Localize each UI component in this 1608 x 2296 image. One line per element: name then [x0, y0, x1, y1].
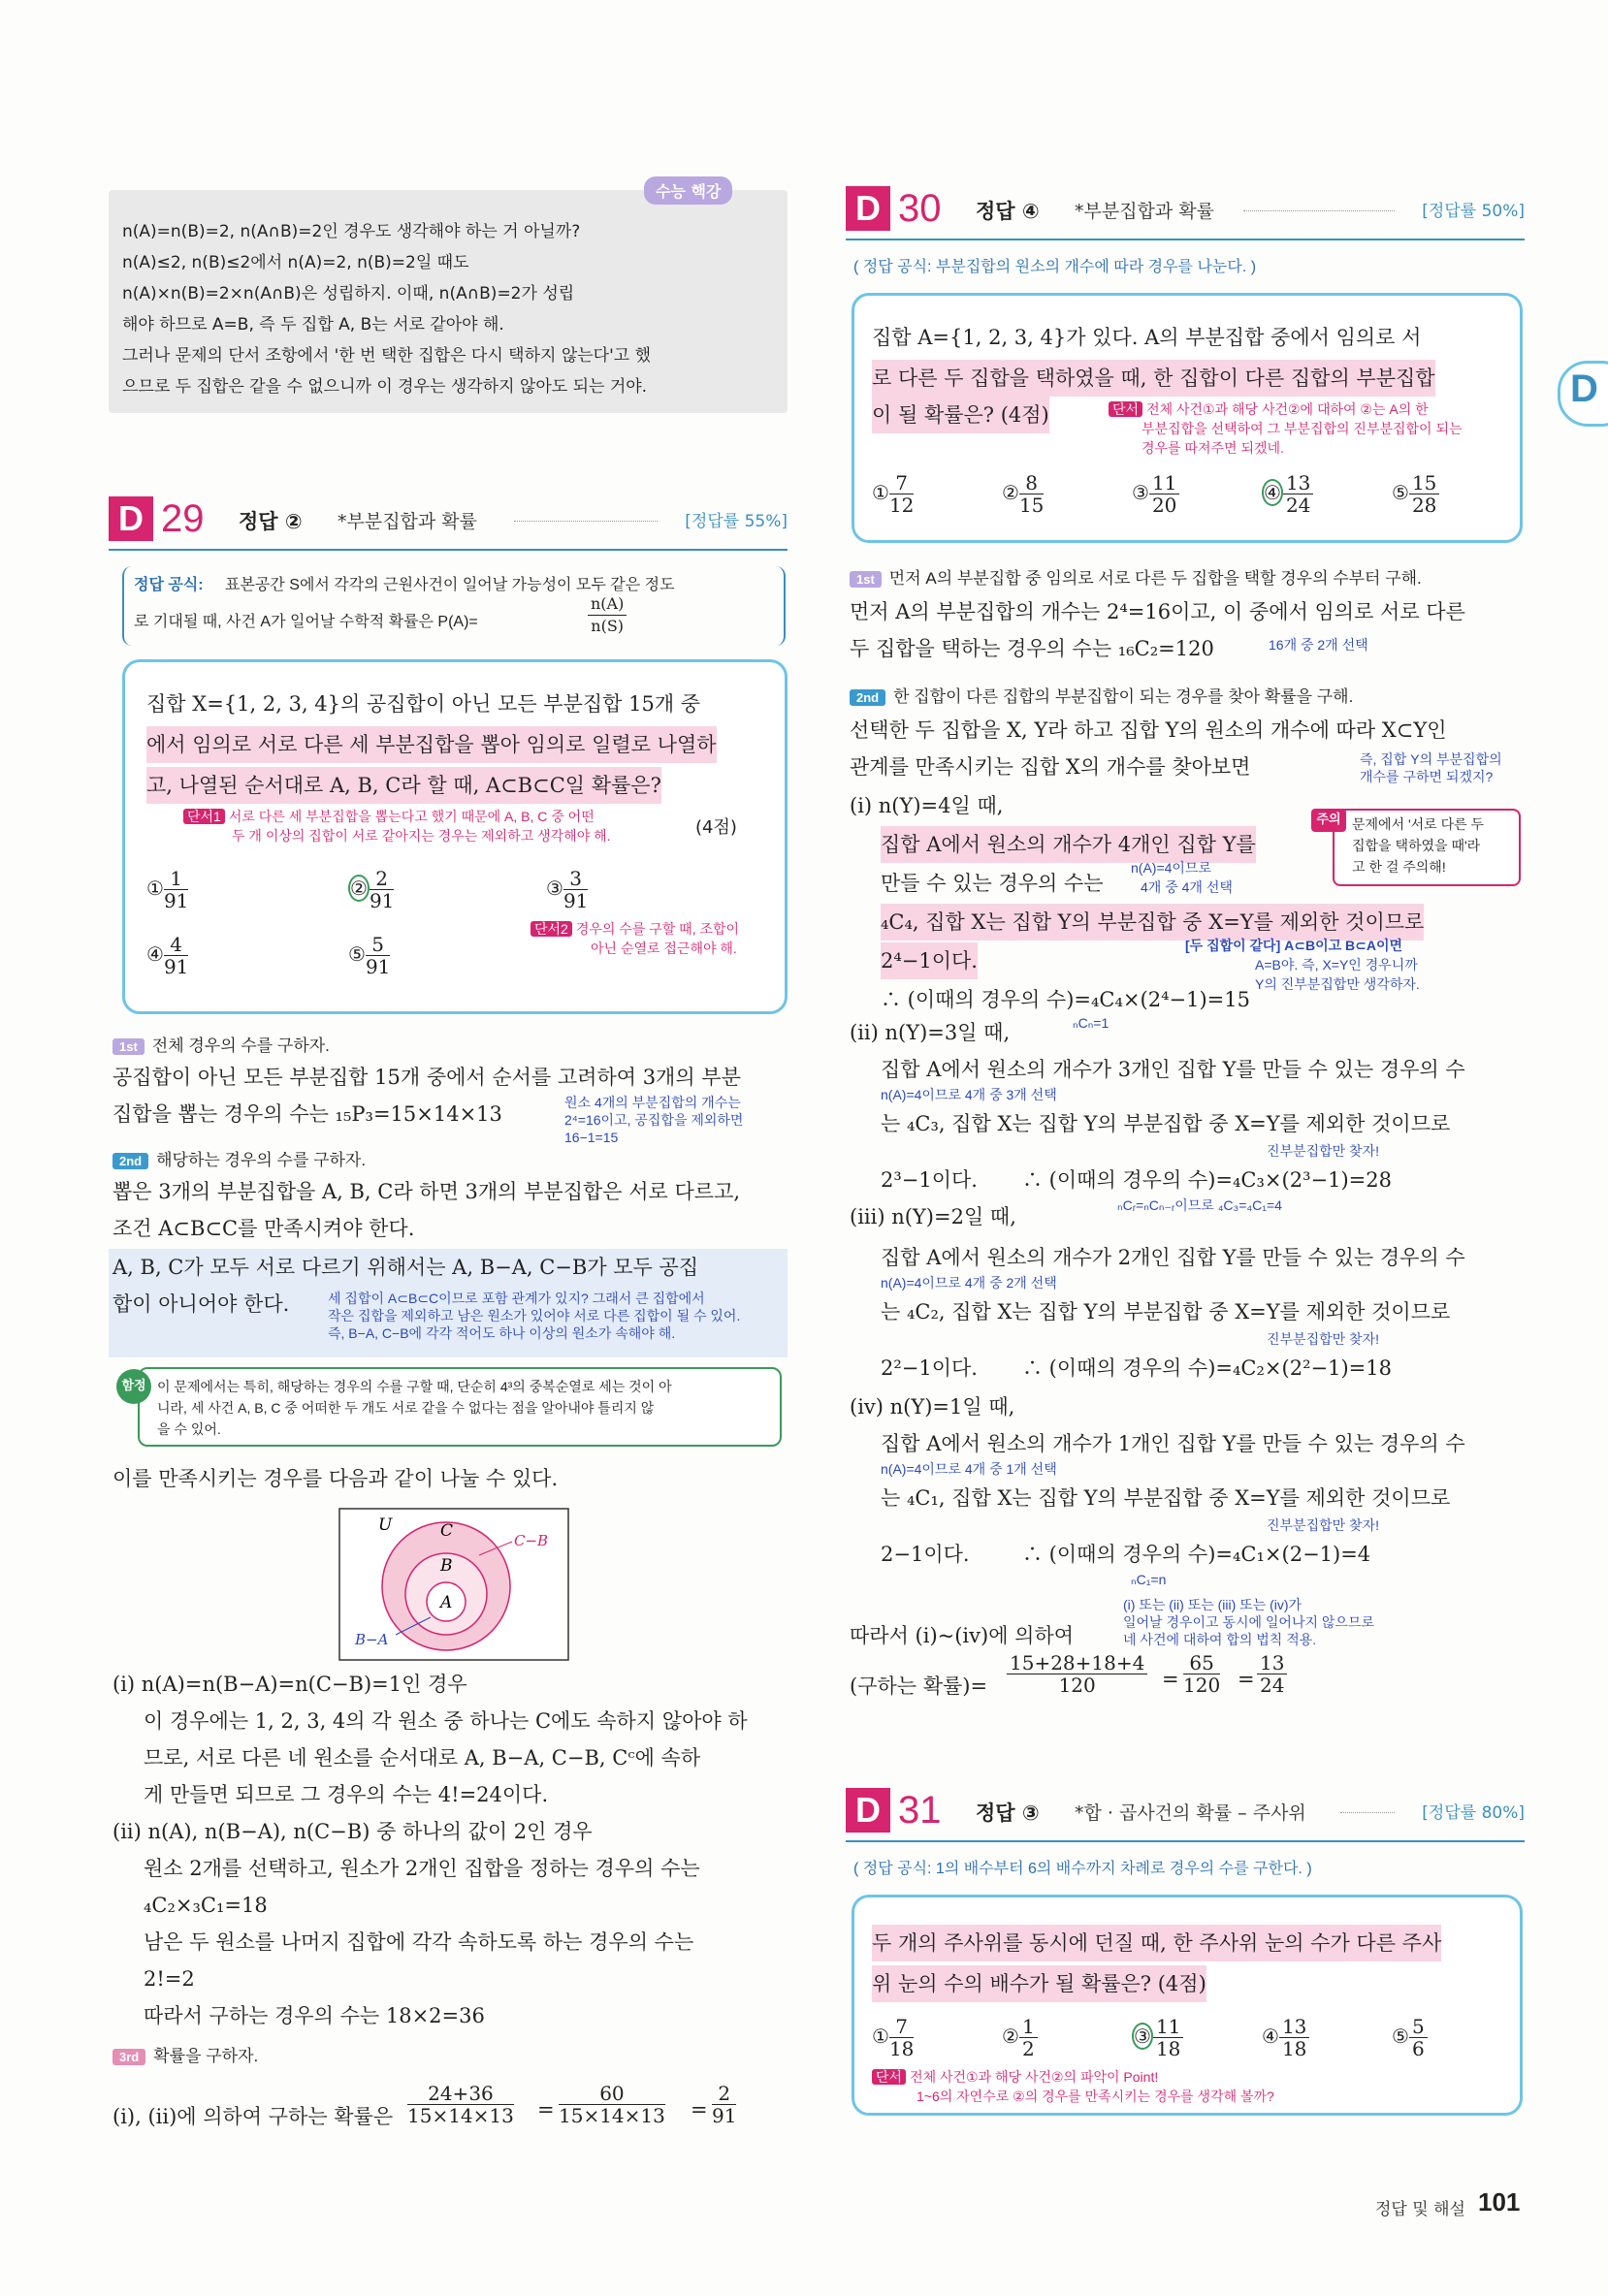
warning-badge: 주의	[1311, 809, 1346, 832]
label-b-minus-a: B−A	[355, 1631, 389, 1648]
note: 세 집합이 A⊂B⊂C이므로 포함 관계가 있지? 그래서 큰 집합에서	[328, 1291, 705, 1306]
solution-line: ₄C₂×₃C₁=18	[144, 1894, 268, 1917]
solution-line: 조건 A⊂B⊂C를 만족시켜야 한다.	[113, 1217, 415, 1240]
choice-1[interactable]: ① $\frac{7}{18}$	[872, 2015, 915, 2060]
trap-line: 이 문제에서는 특히, 해당하는 경우의 수를 구할 때, 단순히 4³의 중복순열로 세는 것이 아	[157, 1379, 672, 1394]
d30-problem-box	[852, 293, 1523, 543]
note: [두 집합이 같다] A⊂B이고 B⊂A이면	[1185, 938, 1403, 953]
choice-1[interactable]: ① $\frac{1}{91}$	[146, 867, 189, 912]
note: (i) 또는 (ii) 또는 (iii) 또는 (iv)가	[1123, 1597, 1302, 1612]
solution-line: 이 경우에는 1, 2, 3, 4의 각 원소 중 하나는 C에도 속하지 않아야 하	[144, 1709, 748, 1733]
trap-badge: 함정	[116, 1369, 151, 1404]
divider	[514, 521, 658, 522]
solution-line: ∴ (이때의 경우의 수)=₄C₄×(2⁴−1)=15	[881, 988, 1250, 1011]
note: 진부분집합만 찾자!	[1267, 1143, 1379, 1159]
solution-line: 합이 아니어야 한다.	[113, 1292, 290, 1316]
divider	[846, 1840, 1525, 1842]
problem-line: 에서 임의로 서로 다른 세 부분집합을 뽑아 임의로 일렬로 나열하	[146, 726, 717, 763]
solution-line: ∴ (이때의 경우의 수)=₄C₃×(2³−1)=28	[1022, 1168, 1392, 1192]
note: Y의 진부분집합만 생각하자.	[1255, 976, 1420, 992]
hint-2: 단서2 경우의 수를 구할 때, 조합이	[531, 920, 739, 938]
tip-line: n(A)≤2, n(B)≤2에서 n(A)=2, n(B)=2일 때도	[122, 253, 469, 272]
equals: =	[1162, 1668, 1179, 1691]
label-u: U	[378, 1515, 393, 1535]
solution-line: 2!=2	[144, 1967, 195, 1991]
hint: 단서 전체 사건①과 해당 사건②의 파악이 Point!	[872, 2068, 1158, 2086]
choice-2[interactable]: ② $\frac{8}{15}$	[1002, 471, 1045, 517]
note: 4개 중 4개 선택	[1141, 879, 1233, 895]
step-badge: 2nd	[850, 689, 885, 706]
case-title: (iii) n(Y)=2일 때,	[850, 1205, 1016, 1228]
divider	[846, 239, 1525, 240]
fraction: $\frac{65}{120}$	[1183, 1651, 1221, 1697]
d30-formula: ( 정답 공식: 부분집합의 원소의 개수에 따라 경우를 나눈다. )	[853, 259, 1257, 275]
choice-5[interactable]: ⑤ $\frac{15}{28}$	[1392, 472, 1439, 516]
choice-3[interactable]: ③ $\frac{11}{20}$	[1132, 472, 1179, 516]
solution-line: 따라서 구하는 경우의 수는 18×2=36	[144, 2004, 485, 2027]
step-badge: 2nd	[113, 1153, 148, 1169]
problem-line: 집합 A={1, 2, 3, 4}가 있다. A의 부분집합 중에서 임의로 서	[872, 326, 1422, 349]
note: n(A)=4이므로 4개 중 1개 선택	[881, 1461, 1057, 1477]
note: 16개 중 2개 선택	[1269, 637, 1368, 653]
problem-line: 고, 나열된 순서대로 A, B, C라 할 때, A⊂B⊂C일 확률은?	[146, 767, 661, 804]
solution-line: 따라서 (i)~(iv)에 의하여	[850, 1624, 1075, 1647]
solution-line: 선택한 두 집합을 X, Y라 하고 집합 Y의 원소의 개수에 따라 X⊂Y인	[850, 718, 1447, 742]
d29-header	[109, 496, 788, 551]
note: ₙCₙ=1	[1073, 1015, 1110, 1031]
tip-line: n(A)=n(B)=2, n(A∩B)=2인 경우도 생각해야 하는 거 아닐까?	[122, 222, 581, 241]
note: ₙCᵣ=ₙCₙ₋ᵣ이므로 ₄C₃=₄C₁=4	[1117, 1197, 1282, 1213]
tip-line: 그러나 문제의 단서 조항에서 '한 번 택한 집합은 다시 택하지 않는다'고 했	[122, 346, 652, 366]
formula-fraction: $\frac{n(A)}{n(S)}$	[588, 593, 627, 637]
case-title: (i) n(Y)=4일 때,	[850, 794, 1004, 817]
d30-topic: *부분집합과 확률	[1075, 201, 1215, 222]
points: (4점)	[695, 817, 737, 838]
side-tab-label: D	[1570, 367, 1598, 410]
choice-4[interactable]: ④ $\frac{4}{91}$	[146, 933, 189, 978]
warning-box	[1316, 809, 1521, 886]
trap-line: 을 수 있어.	[157, 1421, 221, 1437]
note: 작은 집합을 제외하고 남은 원소가 있어야 서로 다른 집합이 될 수 있어.	[328, 1308, 741, 1323]
choice-3[interactable]: ③ $\frac{11}{18}$	[1132, 2016, 1183, 2059]
d31-badge: D	[846, 1788, 890, 1833]
final-line: (i), (ii)에 의하여 구하는 확률은	[113, 2105, 394, 2128]
hint: 단서 전체 사건①과 해당 사건②에 대하여 ②는 A의 한	[1109, 400, 1429, 418]
fraction: $\frac{60}{15\times 14\times 13}$	[559, 2082, 665, 2127]
note: 일어날 경우이고 동시에 일어나지 않으므로	[1123, 1614, 1374, 1630]
hint-badge: 단서	[872, 2069, 906, 2085]
note: 진부분집합만 찾자!	[1267, 1331, 1379, 1347]
step-3: 3rd 확률을 구하자.	[113, 2042, 258, 2066]
solution-line: 집합 A에서 원소의 개수가 4개인 집합 Y를	[881, 826, 1256, 863]
note: 16−1=15	[564, 1130, 619, 1145]
tip-line: 해야 하므로 A=B, 즉 두 집합 A, B는 서로 같아야 해.	[122, 315, 504, 335]
hint-1-line2: 두 개 이상의 집합이 서로 같아지는 경우는 제외하고 생각해야 해.	[232, 828, 611, 844]
note: 즉, B−A, C−B에 각각 적어도 하나 이상의 원소가 속해야 해.	[328, 1325, 676, 1341]
formula-label: 정답 공식:	[134, 577, 204, 593]
problem-line: 두 개의 주사위를 동시에 던질 때, 한 주사위 눈의 수가 다른 주사	[872, 1925, 1441, 1961]
d29-badge: D	[109, 496, 153, 541]
choice-4[interactable]: ④ $\frac{13}{24}$	[1262, 472, 1313, 516]
hint-line: 경우를 따져주면 되겠네.	[1142, 440, 1284, 456]
note: ₙC₁=n	[1131, 1572, 1167, 1587]
equals: =	[537, 2098, 555, 2121]
choice-5[interactable]: ⑤ $\frac{5}{6}$	[1392, 2016, 1428, 2059]
step-1: 1st 먼저 A의 부분집합 중 임의로 서로 다른 두 집합을 택할 경우의 수부터 구해.	[850, 564, 1422, 589]
note: 네 사건에 대하여 합의 법칙 적용.	[1123, 1632, 1317, 1647]
problem-line: 위 눈의 수의 배수가 될 확률은? (4점)	[872, 1965, 1206, 2002]
d29-topic: *부분집합과 확률	[338, 511, 478, 532]
choice-2[interactable]: ② $\frac{2}{91}$	[350, 867, 395, 912]
solution-line: 두 집합을 택하는 경우의 수는 ₁₆C₂=120	[850, 637, 1214, 660]
trap-line: 니라, 세 사건 A, B, C 중 어떠한 두 개도 서로 같을 수 없다는 점을 알아내야 틀리지 않	[157, 1400, 655, 1416]
solution-line: ∴ (이때의 경우의 수)=₄C₂×(2²−1)=18	[1022, 1356, 1392, 1380]
step-badge: 1st	[113, 1038, 145, 1055]
note: 개수를 구하면 되겠지?	[1360, 769, 1494, 784]
d30-header	[846, 186, 1525, 240]
warning-line: 집합을 택하였을 때'라	[1352, 838, 1481, 853]
label-a: A	[440, 1593, 453, 1612]
case-title: (i) n(A)=n(B−A)=n(C−B)=1인 경우	[113, 1673, 467, 1696]
formula-text: 표본공간 S에서 각각의 근원사건이 일어날 가능성이 모두 같은 정도	[225, 577, 675, 593]
equals: =	[1238, 1668, 1255, 1691]
problem-line: 로 다른 두 집합을 택하였을 때, 한 집합이 다른 집합의 부분집합	[872, 360, 1435, 397]
d29-number: 29	[161, 497, 205, 540]
solution-line: 2³−1이다.	[881, 1168, 978, 1192]
choice-3[interactable]: ③ $\frac{3}{91}$	[546, 867, 589, 912]
page-number: 101	[1478, 2187, 1521, 2216]
d29-problem-box	[122, 659, 788, 1014]
solution-line: 원소 2개를 선택하고, 원소가 2개인 집합을 정하는 경우의 수는	[144, 1857, 700, 1880]
equals: =	[691, 2098, 708, 2121]
d31-answer: 정답 ③	[976, 1802, 1040, 1825]
hint-line: 1~6의 자연수로 ②의 경우를 만족시키는 경우를 생각해 볼까?	[917, 2089, 1274, 2104]
step-2: 2nd 해당하는 경우의 수를 구하자.	[113, 1146, 366, 1170]
solution-line: 뽑은 3개의 부분집합을 A, B, C라 하면 3개의 부분집합은 서로 다르고,	[113, 1180, 741, 1203]
solution-line: 는 ₄C₁, 집합 X는 집합 Y의 부분집합 중 X=Y를 제외한 것이므로	[881, 1486, 1451, 1510]
solution-line: 집합 A에서 원소의 개수가 3개인 집합 Y를 만들 수 있는 경우의 수	[881, 1058, 1465, 1081]
fraction: $\frac{24+36}{15\times 14\times 13}$	[407, 2082, 514, 2127]
label-b: B	[440, 1556, 453, 1576]
warning-line: 고 한 걸 주의해!	[1352, 859, 1446, 875]
hint-badge: 단서1	[183, 809, 225, 824]
venn-diagram	[338, 1507, 570, 1662]
solution-line: ₄C₄, 집합 X는 집합 Y의 부분집합 중 X=Y를 제외한 것이므로	[881, 904, 1424, 941]
note: 원소 4개의 부분집합의 개수는	[564, 1095, 741, 1110]
note: 즉, 집합 Y의 부분집합의	[1360, 751, 1502, 767]
problem-line: 집합 X={1, 2, 3, 4}의 공집합이 아닌 모든 부분집합 15개 중	[146, 692, 701, 716]
solution-line: 게 만들면 되므로 그 경우의 수는 4!=24이다.	[144, 1783, 549, 1806]
solution-line: 남은 두 원소를 나머지 집합에 각각 속하도록 하는 경우의 수는	[144, 1930, 694, 1954]
fraction: $\frac{13}{24}$	[1257, 1652, 1287, 1696]
solution-line: 2⁴−1이다.	[881, 942, 978, 979]
note: 2⁴=16이고, 공집합을 제외하면	[564, 1112, 744, 1128]
solution-line: 집합을 뽑는 경우의 수는 ₁₅P₃=15×14×13	[113, 1102, 502, 1126]
solution-line: 공집합이 아닌 모든 부분집합 15개 중에서 순서를 고려하여 3개의 부분	[113, 1066, 741, 1089]
solution-line: ∴ (이때의 경우의 수)=₄C₁×(2−1)=4	[1022, 1543, 1371, 1566]
d29-formula	[122, 566, 786, 646]
tip-line: 으므로 두 집합은 같을 수 없으니까 이 경우는 생각하지 않아도 되는 거야.	[122, 377, 648, 397]
d31-rate: [정답률 80%]	[1422, 1803, 1525, 1823]
hint-badge: 단서2	[531, 921, 572, 937]
step-2: 2nd 한 집합이 다른 집합의 부분집합이 되는 경우를 찾아 확률을 구해.	[850, 683, 1353, 707]
divider	[109, 549, 788, 551]
label-c-minus-b: C−B	[514, 1532, 549, 1549]
tip-badge: 수능 핵강	[644, 176, 732, 205]
d30-number: 30	[898, 187, 942, 230]
d30-rate: [정답률 50%]	[1422, 202, 1525, 221]
hint-line: 부분집합을 선택하여 그 부분집합의 진부분집합이 되는	[1142, 421, 1463, 436]
step-badge: 1st	[850, 571, 882, 588]
hint-1: 단서1 서로 다른 세 부분집합을 뽑는다고 했기 때문에 A, B, C 중 어떤	[183, 808, 595, 825]
solution-line: 먼저 A의 부분집합의 개수는 2⁴=16이고, 이 중에서 임의로 서로 다른	[850, 600, 1465, 623]
solution-line: 집합 A에서 원소의 개수가 1개인 집합 Y를 만들 수 있는 경우의 수	[881, 1432, 1465, 1455]
divider	[1340, 1812, 1395, 1813]
choice-4[interactable]: ④ $\frac{13}{18}$	[1262, 2016, 1309, 2059]
d31-number: 31	[898, 1789, 942, 1832]
footer-label: 정답 및 해설	[1375, 2200, 1465, 2219]
side-tab[interactable]	[1558, 361, 1608, 427]
d31-formula: ( 정답 공식: 1의 배수부터 6의 배수까지 차례로 경우의 수를 구한다. )	[853, 1861, 1312, 1877]
choice-1[interactable]: ① $\frac{7}{12}$	[872, 471, 915, 517]
solution-line: 는 ₄C₃, 집합 X는 집합 Y의 부분집합 중 X=Y를 제외한 것이므로	[881, 1112, 1451, 1135]
problem-line: 이 될 확률은? (4점)	[872, 397, 1049, 433]
solution-line: 만들 수 있는 경우의 수는	[881, 872, 1104, 895]
tip-box	[109, 182, 788, 413]
solution-line: 는 ₄C₂, 집합 X는 집합 Y의 부분집합 중 X=Y를 제외한 것이므로	[881, 1300, 1451, 1323]
formula-text: 로 기대될 때, 사건 A가 일어날 수학적 확률은 P(A)=	[134, 614, 478, 630]
d31-problem-box	[852, 1895, 1523, 2116]
trap-box	[121, 1367, 782, 1447]
hint-badge: 단서	[1109, 401, 1142, 417]
solution-line: 관계를 만족시키는 집합 X의 개수를 찾아보면	[850, 755, 1251, 779]
note: A=B야. 즉, X=Y인 경우니까	[1255, 957, 1418, 973]
solution-line: A, B, C가 모두 서로 다르기 위해서는 A, B−A, C−B가 모두 공집	[113, 1256, 699, 1279]
d31-topic: *합 · 곱사건의 확률 – 주사위	[1075, 1802, 1306, 1824]
note: n(A)=4이므로	[1131, 860, 1211, 876]
note: 진부분집합만 찾자!	[1267, 1517, 1379, 1533]
step-badge: 3rd	[113, 2049, 145, 2065]
d29-rate: [정답률 55%]	[685, 512, 788, 531]
d31-header	[846, 1788, 1525, 1842]
note: n(A)=4이므로 4개 중 2개 선택	[881, 1275, 1057, 1291]
choice-2[interactable]: ② $\frac{1}{2}$	[1002, 2016, 1038, 2059]
solution-line: 2−1이다.	[881, 1543, 970, 1566]
solution-line: 2²−1이다.	[881, 1356, 978, 1380]
tip-line: n(A)×n(B)=2×n(A∩B)은 성립하지. 이때, n(A∩B)=2가 성립	[122, 284, 575, 303]
fraction: $\frac{15+28+18+4}{120}$	[1007, 1652, 1147, 1696]
d30-answer: 정답 ④	[976, 200, 1040, 223]
d29-answer: 정답 ②	[239, 510, 303, 533]
solution-line: 이를 만족시키는 경우를 다음과 같이 나눌 수 있다.	[113, 1467, 559, 1490]
fraction: $\frac{2}{91}$	[712, 2082, 737, 2127]
step-1: 1st 전체 경우의 수를 구하자.	[113, 1032, 330, 1056]
label-c: C	[440, 1521, 454, 1541]
solution-line: 므로, 서로 다른 네 원소를 순서대로 A, B−A, C−B, Cᶜ에 속하	[144, 1746, 701, 1770]
solution-line: 집합 A에서 원소의 개수가 2개인 집합 Y를 만들 수 있는 경우의 수	[881, 1246, 1465, 1269]
note: n(A)=4이므로 4개 중 3개 선택	[881, 1087, 1057, 1102]
hint-2-line2: 아닌 순열로 접근해야 해.	[591, 941, 737, 956]
divider	[1243, 210, 1395, 211]
warning-line: 문제에서 '서로 다른 두	[1352, 816, 1485, 832]
case-title: (ii) n(Y)=3일 때,	[850, 1021, 1011, 1044]
choice-5[interactable]: ⑤ $\frac{5}{91}$	[348, 933, 391, 978]
case-title: (ii) n(A), n(B−A), n(C−B) 중 하나의 값이 2인 경우	[113, 1820, 593, 1843]
d30-badge: D	[846, 186, 890, 231]
case-title: (iv) n(Y)=1일 때,	[850, 1395, 1015, 1419]
final-line: (구하는 확률)=	[850, 1674, 988, 1698]
